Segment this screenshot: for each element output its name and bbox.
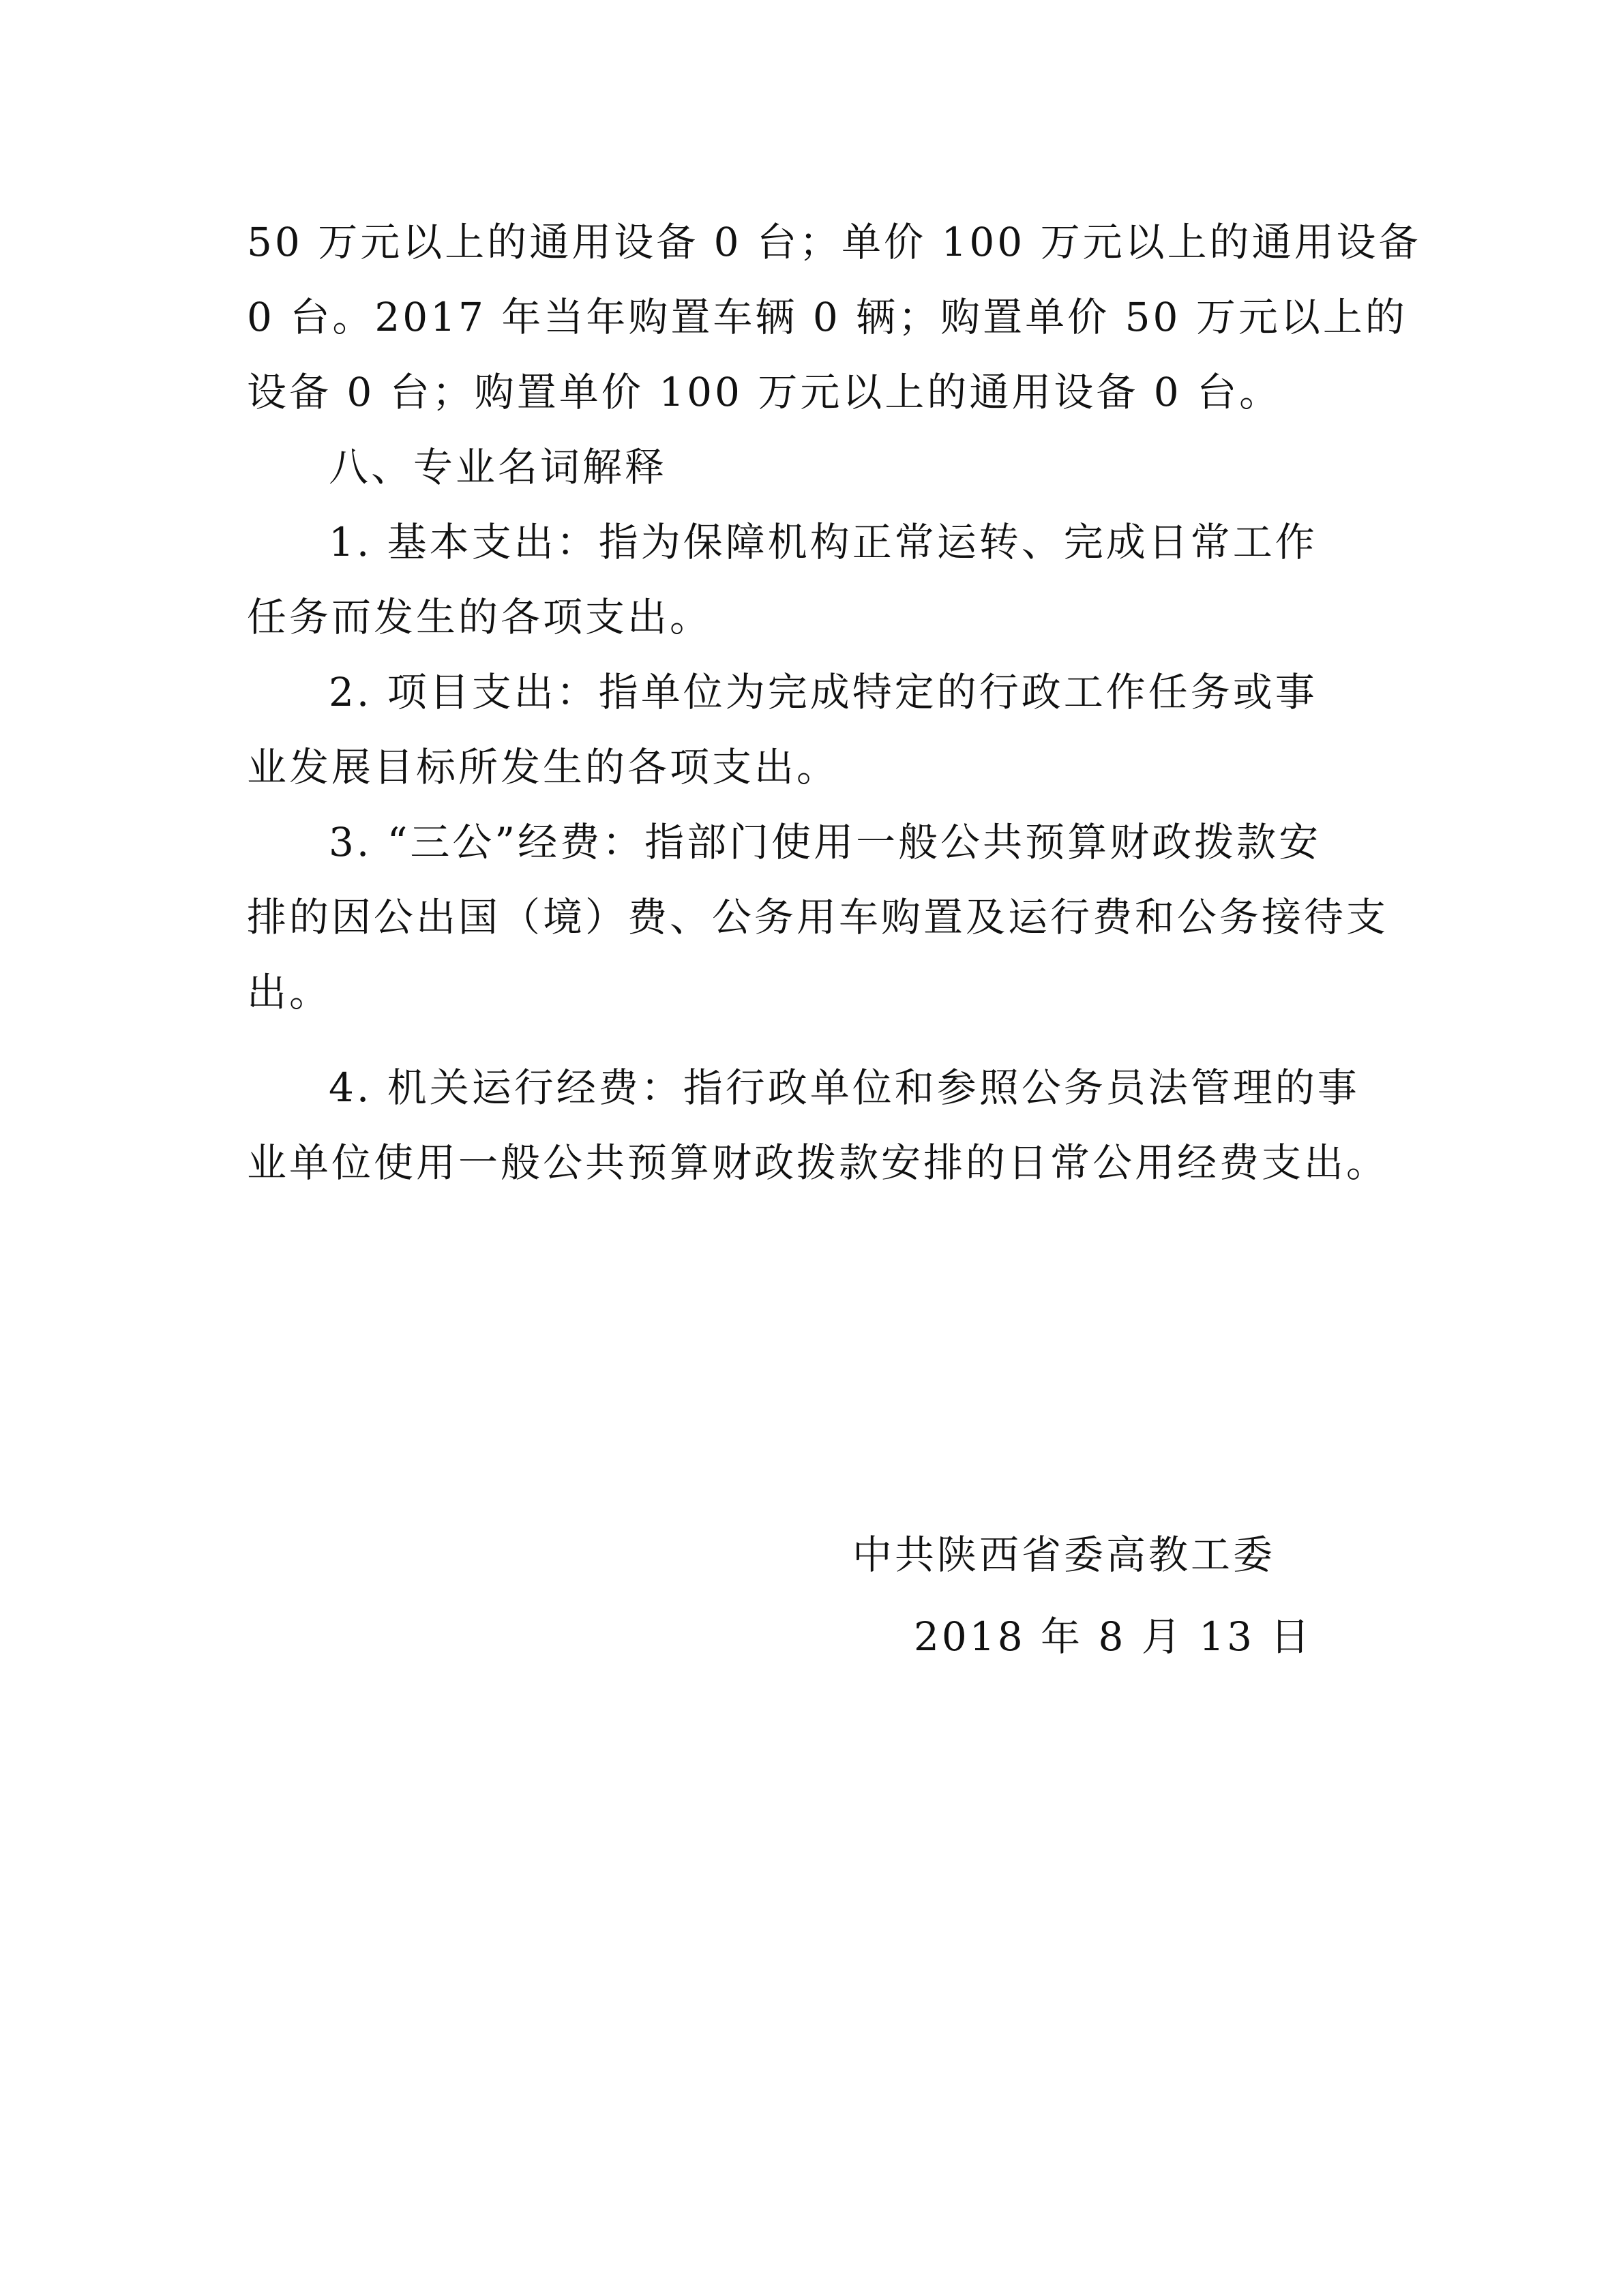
assets-line-3: 设备 0 台；购置单价 100 万元以上的通用设备 0 台。 — [247, 369, 1282, 415]
signature-organization: 中共陕西省委高教工委 — [852, 1532, 1276, 1578]
assets-line-1: 50 万元以上的通用设备 0 台；单价 100 万元以上的通用设备 — [247, 219, 1421, 265]
term-1-line-1: 1. 基本支出：指为保障机构正常运转、完成日常工作 — [329, 519, 1317, 565]
section-heading-terms: 八、专业名词解释 — [329, 444, 668, 490]
term-3-line-1: 3. “三公”经费：指部门使用一般公共预算财政拨款安 — [329, 819, 1322, 865]
document-body — [247, 205, 1421, 1200]
signature-block — [852, 1514, 1398, 1678]
term-1-line-2: 任务而发生的各项支出。 — [247, 594, 713, 640]
term-4-line-1: 4. 机关运行经费：指行政单位和参照公务员法管理的事 — [329, 1064, 1360, 1111]
signature-date: 2018 年 8 月 13 日 — [914, 1613, 1313, 1660]
term-2-line-1: 2. 项目支出：指单位为完成特定的行政工作任务或事 — [329, 669, 1317, 715]
term-3-line-3: 出。 — [247, 969, 332, 1015]
term-3-line-2: 排的因公出国（境）费、公务用车购置及运行费和公务接待支 — [247, 894, 1389, 940]
term-2-line-2: 业发展目标所发生的各项支出。 — [247, 744, 839, 790]
assets-line-2: 0 台。2017 年当年购置车辆 0 辆；购置单价 50 万元以上的 — [247, 294, 1408, 340]
term-4-line-2: 业单位使用一般公共预算财政拨款安排的日常公用经费支出。 — [247, 1139, 1389, 1186]
